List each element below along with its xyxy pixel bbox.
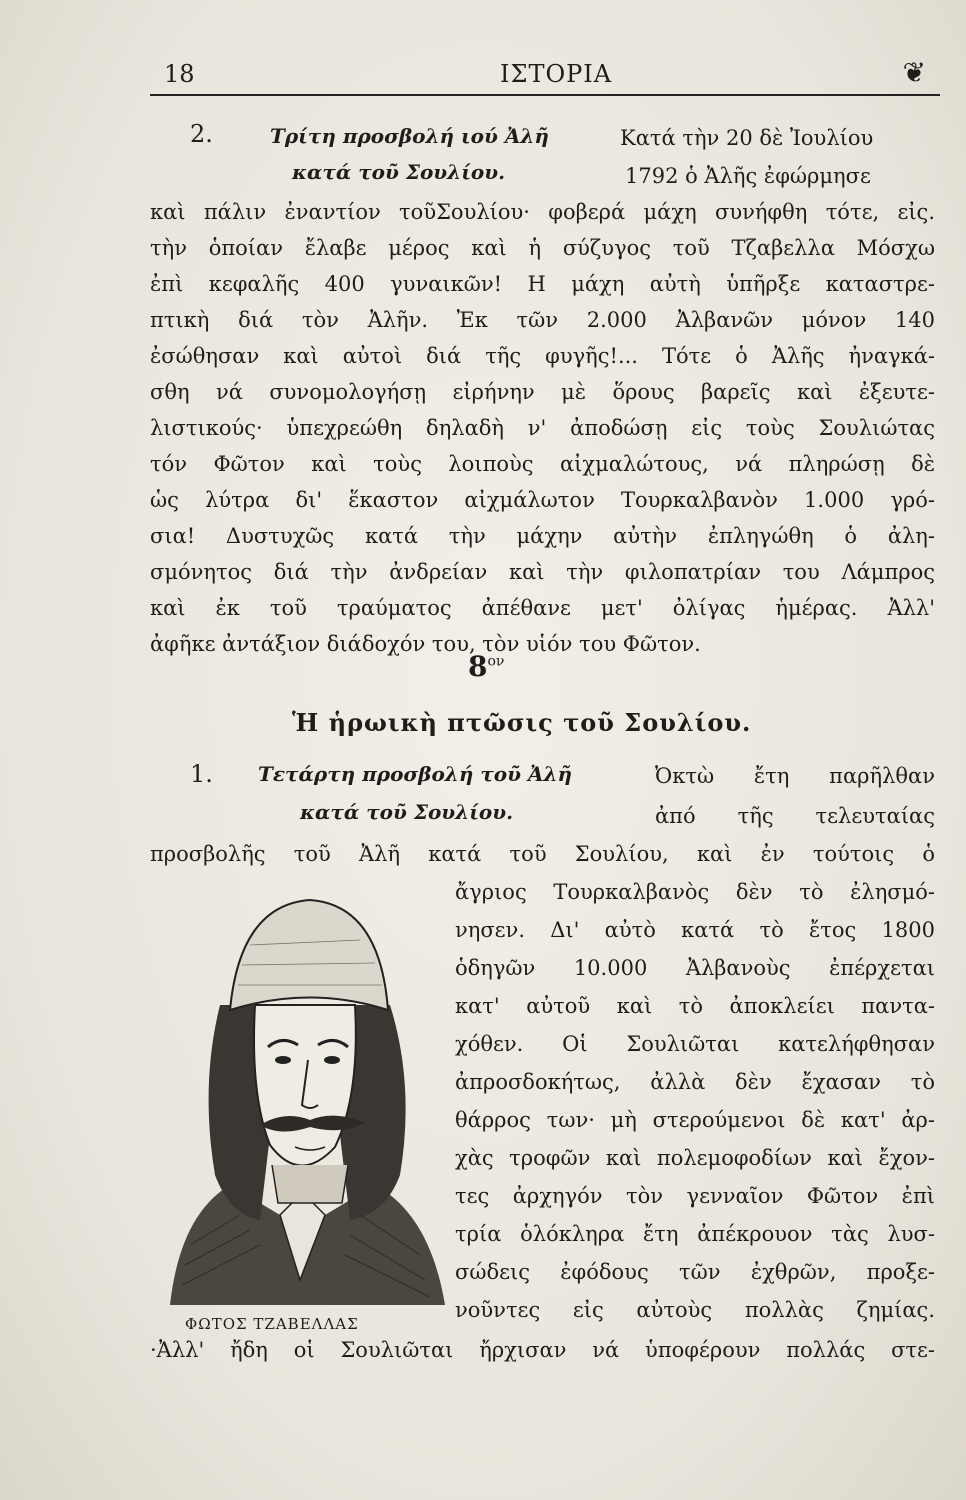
- text-line: ἄγριος Τουρκαλβανὸς δὲν τὸ ἐλησμό-: [455, 880, 935, 904]
- text-line: ἐπὶ κεφαλῆς 400 γυναικῶν! Η μάχη αὐτὴ ὑπῆρξε καταστρε-: [150, 272, 935, 296]
- text-line: καὶ πάλιν ἐναντίον τοῦΣουλίου· φοβερά μάχη συνήφθη τότε, εἰς.: [150, 200, 935, 224]
- portrait-caption: ΦΩΤΟΣ ΤΖΑΒΕΛΛΑΣ: [185, 1315, 359, 1333]
- page-number: 18: [164, 60, 195, 88]
- text-line: καὶ ἐκ τοῦ τραύματος ἀπέθανε μετ' ὀλίγας ἡμέρας. Ἀλλ': [150, 596, 935, 620]
- text-line: σώδεις ἐφόδους τῶν ἐχθρῶν, προξε-: [455, 1260, 935, 1284]
- text-line: τόν Φῶτον καὶ τοὺς λοιποὺς αἰχμαλώτους, νά πληρώσῃ δὲ: [150, 452, 935, 476]
- text-line: Ὀκτὼ ἔτη παρῆλθαν: [655, 764, 935, 788]
- side-title-line-2: κατά τοῦ Σουλίου.: [292, 160, 506, 184]
- side-title-line-1: Τρίτη προσβολή ιού Ἀλῆ: [270, 124, 549, 148]
- text-line: ἀφῆκε ἀντάξιον διάδοχόν του, τὸν υἱόν του Φῶτον.: [150, 632, 701, 656]
- side-title-line-2: κατά τοῦ Σουλίου.: [300, 800, 514, 824]
- text-line: σθη νά συνομολογήσῃ εἰρήνην μὲ ὅρους βαρεῖς καὶ ἐξευτε-: [150, 380, 935, 404]
- side-title-line-1: Τετάρτη προσβολή τοῦ Ἀλῆ: [258, 762, 573, 786]
- header-rule: [150, 94, 940, 96]
- text-line: ἐσώθησαν καὶ αὐτοὶ διά τῆς φυγῆς!... Τότε ὁ Ἀλῆς ἠναγκά-: [150, 344, 935, 368]
- text-line: ὡς λύτρα δι' ἕκαστον αἰχμάλωτον Τουρκαλβανὸν 1.000 γρό-: [150, 488, 935, 512]
- text-line: ἀπό τῆς τελευταίας: [655, 804, 935, 828]
- text-line: κατ' αὐτοῦ καὶ τὸ ἀποκλείει παντα-: [455, 994, 935, 1018]
- page-header: [150, 52, 940, 96]
- text-line: νοῦντες εἰς αὐτοὺς πολλὰς ζημίας.: [455, 1298, 935, 1322]
- text-line: Κατά τὴν 20 δὲ Ἰουλίου: [620, 126, 874, 150]
- text-line: τρία ὁλόκληρα ἔτη ἀπέκρουον τὰς λυσ-: [455, 1222, 935, 1246]
- text-line: χόθεν. Οἱ Σουλιῶται κατελήφθησαν: [455, 1032, 935, 1056]
- text-line: νησεν. Δι' αὐτὸ κατά τὸ ἔτος 1800: [455, 918, 935, 942]
- text-line: τες ἀρχηγόν τὸν γενναῖον Φῶτον ἐπὶ: [455, 1184, 935, 1208]
- text-line: τὴν ὁποίαν ἔλαβε μέρος καὶ ἡ σύζυγος τοῦ Τζαβελλα Μόσχω: [150, 236, 935, 260]
- text-line: ἀπροσδοκήτως, ἀλλὰ δὲν ἔχασαν τὸ: [455, 1070, 935, 1094]
- text-line: πτικὴ διά τὸν Ἀλῆν. Ἐκ τῶν 2.000 Ἀλβανῶν μόνον 140: [150, 308, 935, 332]
- text-line: 1792 ὁ Ἀλῆς ἐφώρμησε: [625, 164, 871, 188]
- section-number: $8^{o\nu}$: [468, 650, 505, 683]
- portrait-engraving: [160, 885, 450, 1310]
- subsection-number: 2.: [190, 120, 213, 148]
- text-line: σμόνητος διά τὴν ἀνδρείαν καὶ τὴν φιλοπατρίαν του Λάμπρος: [150, 560, 935, 584]
- text-line: ·Ἀλλ' ἤδη οἱ Σουλιῶται ἤρχισαν νά ὑποφέρουν πολλάς στε-: [150, 1338, 935, 1362]
- text-line: θάρρος των· μὴ στερούμενοι δὲ κατ' ἀρ-: [455, 1108, 935, 1132]
- text-line: σια! Δυστυχῶς κατά τὴν μάχην αὐτὴν ἐπληγώθη ὁ ἀλη-: [150, 524, 935, 548]
- ornament-icon: ❦: [902, 56, 926, 89]
- text-line: χὰς τροφῶν καὶ πολεμοφοδίων καὶ ἔχον-: [455, 1146, 935, 1170]
- running-title: ΙΣΤΟΡΙΑ: [500, 60, 613, 88]
- text-line: προσβολῆς τοῦ Ἀλῆ κατά τοῦ Σουλίου, καὶ ἐν τούτοις ὁ: [150, 842, 935, 866]
- text-line: λιστικούς· ὑπεχρεώθη δηλαδὴ ν' ἀποδώσῃ εἰς τοὺς Σουλιώτας: [150, 416, 935, 440]
- section-title: Ἡ ἡρωικὴ πτῶσις τοῦ Σουλίου.: [292, 708, 752, 737]
- text-line: ὁδηγῶν 10.000 Ἀλβανοὺς ἐπέρχεται: [455, 956, 935, 980]
- subsection-number: 1.: [190, 760, 213, 788]
